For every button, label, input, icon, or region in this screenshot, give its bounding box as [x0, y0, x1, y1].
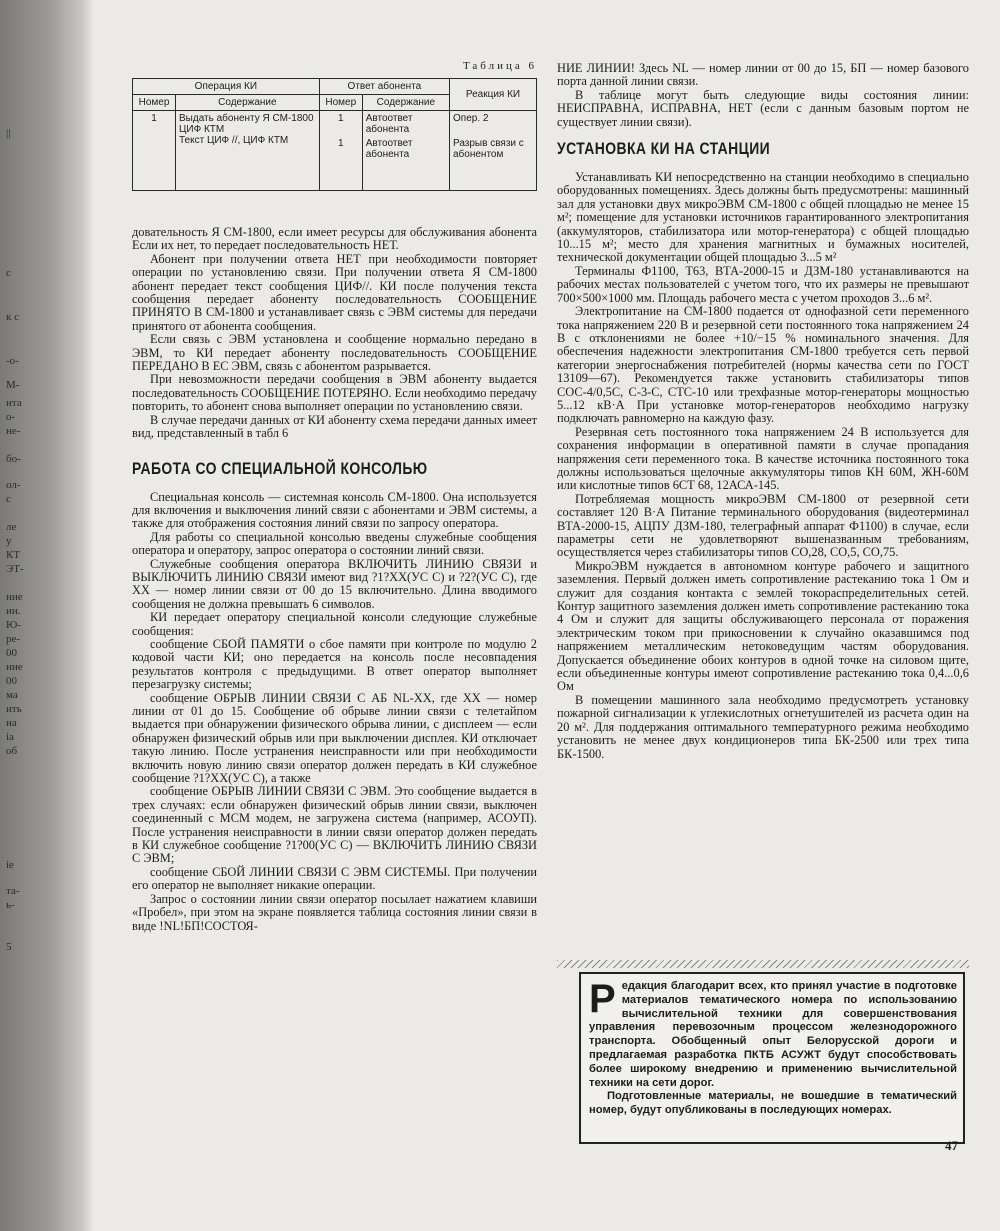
- margin-fragment: к с: [6, 311, 19, 323]
- margin-fragment: -о-: [6, 355, 19, 367]
- margin-fragment: М-: [6, 379, 20, 391]
- cell-ans-content: [362, 111, 449, 191]
- margin-fragment: на: [6, 717, 17, 729]
- op-content-1: Выдать абоненту Я СМ-1800 ЦИФ КТМ: [179, 113, 314, 135]
- paragraph: сообщение ОБРЫВ ЛИНИИ СВЯЗИ С АБ NL-XX, где XX — номер линии от 01 до 15. Сообщение об обрыве линии связи с телетайпом выдается при обнаружении физического обрыва линии, с дисплеем — если обнаружен физический обрыв или при выключении дисплея. КИ отключает такую линию. После устранения неисправности или при необходимости включить новую линию связи оператор должен передать в КИ служебное сообщение ?1?ХХ(УС С), а также: [132, 690, 537, 786]
- margin-fragment: ||: [6, 127, 11, 139]
- cell-op-content: [176, 111, 320, 191]
- margin-fragment: с: [6, 267, 11, 279]
- paragraph: Если связь с ЭВМ установлена и сообщение нормально передано в ЭВМ, то КИ передает абоненту последовательность СООБЩЕНИЕ ПЕРЕДАНО В ЕС ЭВМ, связь с абонентом разрывается.: [132, 332, 537, 374]
- paragraph: Потребляемая мощность микроЭВМ СМ-1800 от резервной сети составляет 120 В·А Питание терминального оборудования (видеотерминал ВТА-2000-15, АЦПУ ДЗМ-180, телеграфный аппарат Ф1100) в случае, если параметры сети не удовлетворяют вышеназванным требованиям, осуществляется через стабилизаторы типов СО,28, СО,5, СО,75.: [557, 491, 969, 560]
- notice-text: [589, 977, 957, 1118]
- ans-num-2: 1: [337, 138, 344, 149]
- margin-fragment: та-: [6, 885, 20, 897]
- page-number: 47: [945, 1138, 958, 1153]
- paragraph: сообщение СБОЙ ЛИНИИ СВЯЗИ С ЭВМ СИСТЕМЫ. При получении его оператор не выполняет никакие операции.: [132, 864, 537, 893]
- paragraph: КИ передает оператору специальной консоли следующие служебные сообщения:: [132, 610, 537, 638]
- th-number-2: Номер: [319, 95, 362, 111]
- margin-fragment: 5: [6, 941, 12, 953]
- paragraph: Устанавливать КИ непосредственно на станции необходимо в специально оборудованных помещениях. Здесь должны быть предусмотрены: машинный зал для установки двух микроЭВМ СМ-1800 с общей площадью не менее 15 м²; помещение для установки источников гарантированного электропитания (аккумуляторов, стабилизатора или мотор-генератора) с общей площадью 10...15 м²; место для хранения магнитных и бумажных носителей, технической документации общей площадью 3...5 м²: [557, 170, 969, 265]
- left-column: [132, 226, 537, 933]
- reaction-1: Опер. 2: [453, 113, 489, 124]
- margin-fragment: ЭТ-: [6, 563, 24, 575]
- paragraph: довательность Я СМ-1800, если имеет ресурсы для обслуживания абонента Если их нет, то передает последовательность НЕТ.: [132, 225, 537, 253]
- margin-fragment: ie: [6, 859, 14, 871]
- cell-reaction: [450, 111, 537, 191]
- margin-fragment: 00: [6, 647, 17, 659]
- margin-fragment: о-: [6, 411, 16, 423]
- paragraph: В помещении машинного зала необходимо предусмотреть установку пожарной сигнализации к углекислотных огнетушителей из расчета один на 20 м². Для поддержания оптимального температурного режима необходимо установить не менее двух кондиционеров типа БК-2500 или трех типа БК-1500.: [557, 692, 969, 761]
- drop-cap: Р: [589, 977, 616, 1021]
- cell-ans-num: [319, 111, 362, 191]
- th-content: Содержание: [176, 95, 320, 111]
- section-heading: УСТАНОВКА КИ НА СТАНЦИИ: [557, 139, 771, 159]
- th-answer: Ответ абонента: [319, 79, 449, 95]
- margin-fragment: с: [6, 493, 11, 505]
- ans-content-1: Автоответ абонента: [365, 113, 413, 135]
- margin-fragment: бо-: [6, 453, 21, 465]
- margin-fragment: ia: [6, 731, 14, 743]
- paragraph: Абонент при получении ответа НЕТ при необходимости повторяет операции по установлению связи. При получении ответа Я СМ-1800 абонент передает текст сообщения ЦИФ//. КИ после получения текста сообщения передает абоненту последовательность СООБЩЕНИЕ ПРИНЯТО В СМ-1800 и устанавливает связь с ЭВМ системы для передачи принятого от абонента сообщения.: [132, 251, 537, 333]
- notice-body: едакция благодарит всех, кто принял участие в подготовке материалов тематического номера по использованию вычислительной техники для совершенствования управления перевозочным процессом железнодорожного транспорта. Обобщенный опыт Белорусской дороги и предлагаемая разработка ПКТБ АСУЖТ будут способствовать более широкому внедрению и применению вычислительной техники на сети дорог.: [589, 980, 957, 1089]
- th-op-ki: Операция КИ: [133, 79, 320, 95]
- paragraph: Для работы со специальной консолью введены служебные сообщения оператора и оператору, запрос оператора о состоянии линий связи.: [132, 529, 537, 558]
- margin-fragment: нта: [6, 397, 22, 409]
- margin-fragment: об: [6, 745, 18, 757]
- paragraph: Резервная сеть постоянного тока напряжением 24 В используется для сохранения информации в оперативной памяти в случае пропадания напряжения сети переменного тока. В качестве источника постоянного тока должны использоваться щелочные аккумуляторы типов КН 60М, ЖН-60М или кислотные типов 6СТ 68, 12АСА-145.: [557, 424, 969, 493]
- margin-fragment: ол-: [6, 479, 21, 491]
- paragraph: В таблице могут быть следующие виды состояния линии: НЕИСПРАВНА, ИСПРАВНА, НЕТ (если с данным базовым портом не существует линии связи).: [557, 87, 969, 129]
- margin-fragment: ние: [6, 591, 23, 603]
- margin-fragment: 00: [6, 675, 17, 687]
- reaction-2: Разрыв связи с абонентом: [453, 138, 524, 160]
- notice-body-2: Подготовленные материалы, не вошедшие в тематический номер, будут опубликованы в последующих номерах.: [589, 1090, 957, 1117]
- page: [92, 0, 1000, 1231]
- margin-fragment: у: [6, 535, 12, 547]
- cell-op-num: 1: [133, 111, 176, 191]
- paragraph: Терминалы Ф1100, Т63, ВТА-2000-15 и ДЗМ-180 устанавливаются на рабочих местах пользователей с учетом того, что их размеры не превышают 700×500×1000 мм. Площадь рабочего места с учетом проходов 3...6 м².: [557, 263, 969, 305]
- th-number: Номер: [133, 95, 176, 111]
- margin-fragment: ре-: [6, 633, 21, 645]
- paragraph: Служебные сообщения оператора ВКЛЮЧИТЬ ЛИНИЮ СВЯЗИ и ВЫКЛЮЧИТЬ ЛИНИЮ СВЯЗИ имеют вид ?1?ХХ(УС С) и ?2?(УС С), где ХХ — номер линии связи от 00 до 15 включительно. Длина вводимого сообщения не должна превышать 6 символов.: [132, 556, 537, 611]
- margin-fragment: ма: [6, 689, 18, 701]
- margin-fragment: ле: [6, 521, 17, 533]
- margin-fragment: ь-: [6, 899, 15, 911]
- margin-fragment: ить: [6, 703, 22, 715]
- paragraph: Запрос о состоянии линии связи оператор посылает нажатием клавиши «Пробел», при этом на экране появляется таблица состояния линии связи в виде !NL!БП!СОСТОЯ-: [132, 891, 537, 933]
- paragraph: Специальная консоль — системная консоль СМ-1800. Она используется для включения и выключения линий связи с абонентами и ЭВМ системы, а также для отображения состояния линий связи по запросу оператора.: [132, 489, 537, 531]
- right-column: [557, 62, 969, 761]
- data-table: [132, 78, 537, 191]
- op-content-2: Текст ЦИФ //, ЦИФ КТМ: [179, 135, 289, 146]
- ans-content-2: Автоответ абонента: [365, 138, 413, 160]
- margin-fragment: ии.: [6, 605, 21, 617]
- paragraph: сообщение СБОЙ ПАМЯТИ о сбое памяти при контроле по модулю 2 кодовой части КИ; оно передается на консоль после несовпадения результатов контроля с предыдущими. В ответ оператор выполняет перезагрузку системы;: [132, 636, 537, 692]
- th-content-2: Содержание: [362, 95, 449, 111]
- margin-fragment: КТ: [6, 549, 21, 561]
- table-caption: Таблица 6: [462, 60, 537, 72]
- margin-fragment: не-: [6, 425, 21, 437]
- margin-fragment: ние: [6, 661, 23, 673]
- paragraph: МикроЭВМ нуждается в автономном контуре рабочего и защитного заземления. Первый должен иметь сопротивление растеканию тока 1 Ом и служит для создания контакта с землей токораспределительных сетей. Контур защитного заземления должен иметь сопротивление растеканию тока 4 Ом и служит для защиты обслуживающего персонала от поражения электрическим током при прикосновении к случайно оказавшимся под напряжением металлическим нетоковедущим частям оборудования. Допускается объединение обоих контуров в одной точке на силовом щите, если объединенные контуры имеют сопротивление растеканию тока 0,4...0,6 Ом: [557, 558, 969, 694]
- paragraph: В случае передачи данных от КИ абоненту схема передачи данных имеет вид, представленный в табл 6: [132, 412, 537, 441]
- paragraph: При невозможности передачи сообщения в ЭВМ абоненту выдается последовательность СООБЩЕНИЕ ПОТЕРЯНО. Если необходимо передачу повторить, то абонент снова выполняет операции по установлению связи.: [132, 372, 537, 414]
- th-reaction: Реакция КИ: [450, 79, 537, 111]
- ans-num-1: 1: [337, 113, 344, 124]
- wavy-divider: [557, 960, 969, 968]
- paragraph: НИЕ ЛИНИИ! Здесь NL — номер линии от 00 до 15, БП — номер базового порта данной линии связи.: [557, 61, 969, 89]
- paragraph: Электропитание на СМ-1800 подается от однофазной сети переменного тока напряжением 220 В и резервной сети постоянного тока напряжением 24 В с отклонениями не более +10/−15 % номинального значения. Для обеспечения надежности электропитания СМ-1800 требуется сеть первой категории энергоснабжения потребителей (нормы качества сети по ГОСТ 13109—67). Рекомендуется также установить стабилизаторы типов СОС-4/0,5С, С-3-С, СТС-10 или трехфазные мотор-генераторы мощностью 5...12 кВ·А При установке мотор-генераторов необходимо нагрузку подключать равномерно на каждую фазу.: [557, 304, 969, 426]
- margin-fragment: Ю-: [6, 619, 21, 631]
- editorial-notice: [579, 972, 965, 1144]
- paragraph: сообщение ОБРЫВ ЛИНИИ СВЯЗИ С ЭВМ. Это сообщение выдается в трех случаях: если обнаружен физический обрыв линии связи, выключен соединенный с МСМ модем, не загружена система (например, АСОУП). После устранения неисправности в линии связи оператор должен передать в КИ служебное сообщение ?1?00(УС С) — ВКЛЮЧИТЬ ЛИНИЮ СВЯЗИ С ЭВМ;: [132, 784, 537, 866]
- section-heading: РАБОТА СО СПЕЦИАЛЬНОЙ КОНСОЛЬЮ: [132, 458, 428, 478]
